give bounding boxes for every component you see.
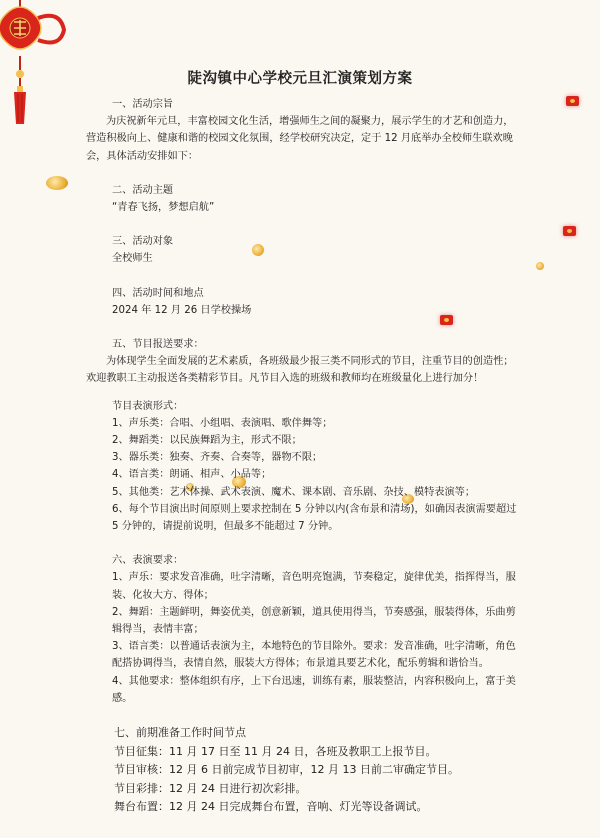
gold-coin-icon [46, 176, 68, 190]
section-heading: 四、活动时间和地点 [112, 287, 204, 299]
document-body [86, 96, 522, 817]
list-item: 1、声乐类：合唱、小组唱、表演唱、歌伴舞等； [112, 417, 333, 429]
section-heading: 六、表演要求： [112, 555, 184, 567]
list-item: 5、其他类：艺术体操、武术表演、魔术、课本剧、音乐剧、杂技、模特表演等； [112, 486, 476, 498]
red-envelope-icon [566, 96, 579, 106]
section-heading: 三、活动对象 [112, 236, 174, 248]
red-envelope-icon [563, 226, 576, 236]
schedule-item: 节目彩排：12 月 24 日进行初次彩排。 [114, 781, 307, 795]
section-heading: 二、活动主题 [112, 184, 174, 196]
list-item: 2、舞蹈类：以民族舞蹈为主，形式不限； [112, 435, 302, 447]
list-item: 2、舞蹈：主题鲜明，舞姿优美，创意新颖，道具使用得当，节奏感强，服装得体，乐曲剪辑得当，表情丰富； [112, 606, 516, 636]
list-item: 4、语言类：朗诵、相声、小品等； [112, 469, 272, 481]
schedule-section [92, 724, 522, 817]
section-heading: 一、活动宗旨 [112, 99, 174, 110]
section-heading: 七、前期准备工作时间节点 [114, 726, 246, 740]
list-item: 4、其他要求：整体组织有序，上下台迅速，训练有素，服装整洁，内容积极向上，富于美感。 [112, 675, 516, 704]
section-paragraph: 为体现学生全面发展的艺术素质，各班级最少报三类不同形式的节目，注重节目的创造性；欢迎教职工主动报送各类精彩节目。凡节目入选的班级和教师均在班级量化上进行加分！ [86, 356, 514, 385]
document-title: 陡沟镇中心学校元旦汇演策划方案 [187, 71, 413, 87]
list-item: 3、语言类：以普通话表演为主，本地特色的节目除外。要求：发音准确，吐字清晰，角色配搭协调得当，表情自然，服装大方得体；布景道具要艺术化，配乐剪辑和谐恰当。 [112, 641, 516, 670]
chinese-knot-fu-icon [0, 0, 70, 130]
schedule-item: 舞台布置：12 月 24 日完成舞台布置，音响、灯光等设备调试。 [114, 800, 428, 814]
schedule-item: 节目审核：12 月 6 日前完成节目初审，12 月 13 日前二审确定节目。 [114, 763, 459, 777]
section-paragraph: 2024 年 12 月 26 日学校操场 [112, 304, 252, 316]
gold-coin-icon [536, 262, 544, 270]
section-paragraph: 为庆祝新年元旦，丰富校园文化生活，增强师生之间的凝聚力，展示学生的才艺和创造力，营造积极向上、健康和谐的校园文化氛围，经学校研究决定，定于 12 月底举办全校师生联欢晚会，具体活动安排如下： [86, 116, 514, 162]
list-item: 1、声乐：要求发音准确，吐字清晰，音色明亮饱满，节奏稳定，旋律优美，指挥得当，服装、化妆大方、得体； [112, 572, 516, 601]
section-paragraph: 全校师生 [112, 253, 153, 265]
section-heading: 五、节目报送要求： [112, 339, 204, 351]
forms-title: 节目表演形式： [112, 400, 184, 412]
list-item: 6、每个节目演出时间原则上要求控制在 5 分钟以内(含布景和清场)，如确因表演需要超过 5 分钟的，请提前说明，但最多不能超过 7 分钟。 [112, 503, 517, 533]
section-paragraph: “青春飞扬，梦想启航” [112, 202, 215, 214]
list-item: 3、器乐类：独奏、齐奏、合奏等，器物不限； [112, 452, 323, 464]
schedule-item: 节目征集：11 月 17 日至 11 月 24 日，各班及教职工上报节目。 [114, 744, 437, 758]
